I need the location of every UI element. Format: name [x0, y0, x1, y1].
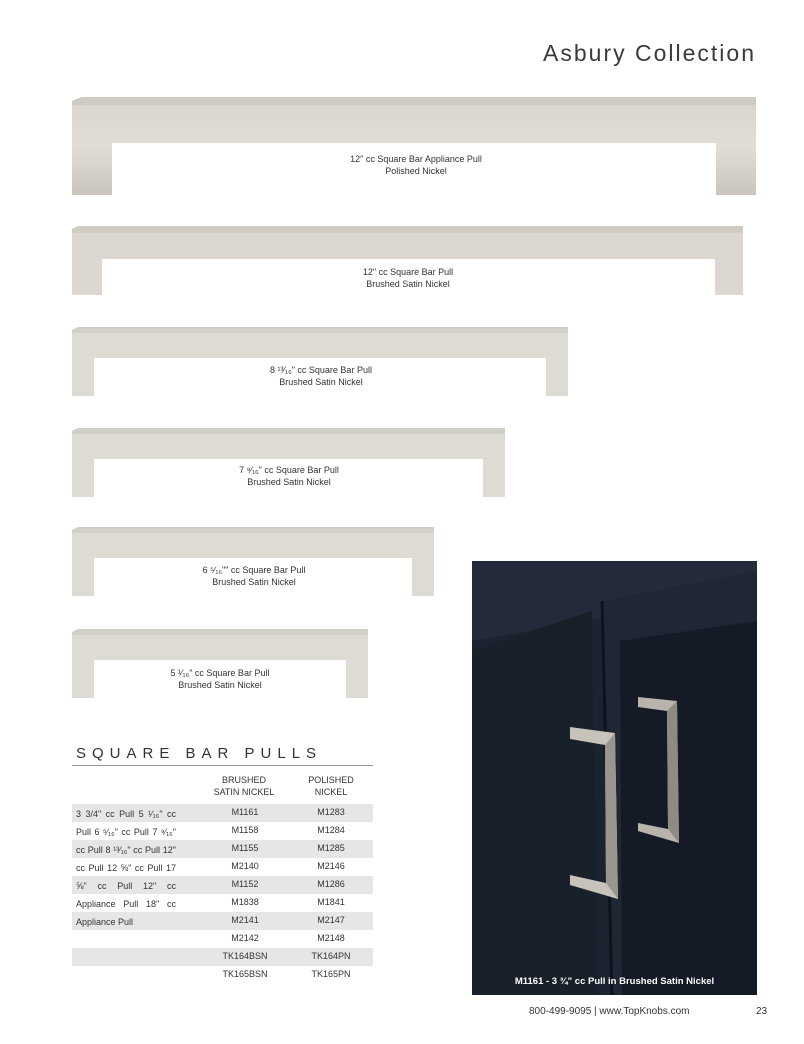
page-title: Asbury Collection: [543, 40, 756, 66]
column-header-satin: BRUSHED SATIN NICKEL: [213, 775, 275, 797]
pull-caption: 12" cc Square Bar Appliance Pull Polished Nickel: [350, 154, 482, 176]
table-row: TK164BSN TK164PN: [72, 948, 373, 966]
pull-caption: 12" cc Square Bar Pull Brushed Satin Nickel: [362, 267, 454, 289]
pull-image-7-9-16: [72, 427, 505, 499]
table-row: M2140 M2146: [231, 861, 345, 871]
table-row: M1152 M1286: [72, 876, 373, 894]
pull-caption: 8 ¹³⁄₁₆" cc Square Bar Pull Brushed Satin Nickel: [270, 365, 372, 387]
product-photo: [472, 561, 757, 995]
section-title: SQUARE BAR PULLS: [76, 745, 323, 762]
pull-image-appliance: [72, 95, 756, 197]
table-row: M2141 M2147: [72, 912, 373, 930]
table-row: M1161 M1283: [72, 804, 373, 822]
table-row: M2142 M2148: [231, 933, 345, 943]
divider: [72, 765, 373, 766]
table-row: TK165BSN TK165PN: [222, 969, 351, 979]
pull-caption: 7 ⁹⁄₁₆" cc Square Bar Pull Brushed Satin Nickel: [239, 465, 339, 487]
footer-contact: 800-499-9095 | www.TopKnobs.com: [529, 1006, 690, 1017]
table-row: M1838 M1841: [231, 897, 345, 907]
pull-caption: 5 ¹⁄₁₆" cc Square Bar Pull Brushed Satin Nickel: [170, 668, 270, 690]
photo-caption: M1161 - 3 ¾" cc Pull in Brushed Satin Nickel: [514, 976, 715, 987]
column-header-polished: POLISHED NICKEL: [308, 775, 354, 797]
table-row: M1158 M1284: [231, 825, 345, 835]
size-description: 3 3/4" cc Pull 5 ¹⁄₁₆" cc Pull 6 ⁵⁄₁₆" cc Pull 7 ⁹⁄₁₆" cc Pull 8 ¹³⁄₁₆" cc Pull 12" cc Pull 12 ⅝" cc Pull 17 ⅝" cc Pull 12" cc Appliance Pull 18" cc Appliance Pull: [76, 809, 176, 927]
table-row: M1155 M1285: [72, 840, 373, 858]
pull-caption: 6 ⁵⁄₁₆"" cc Square Bar Pull Brushed Satin Nickel: [202, 565, 306, 587]
page-number: 23: [756, 1006, 768, 1017]
